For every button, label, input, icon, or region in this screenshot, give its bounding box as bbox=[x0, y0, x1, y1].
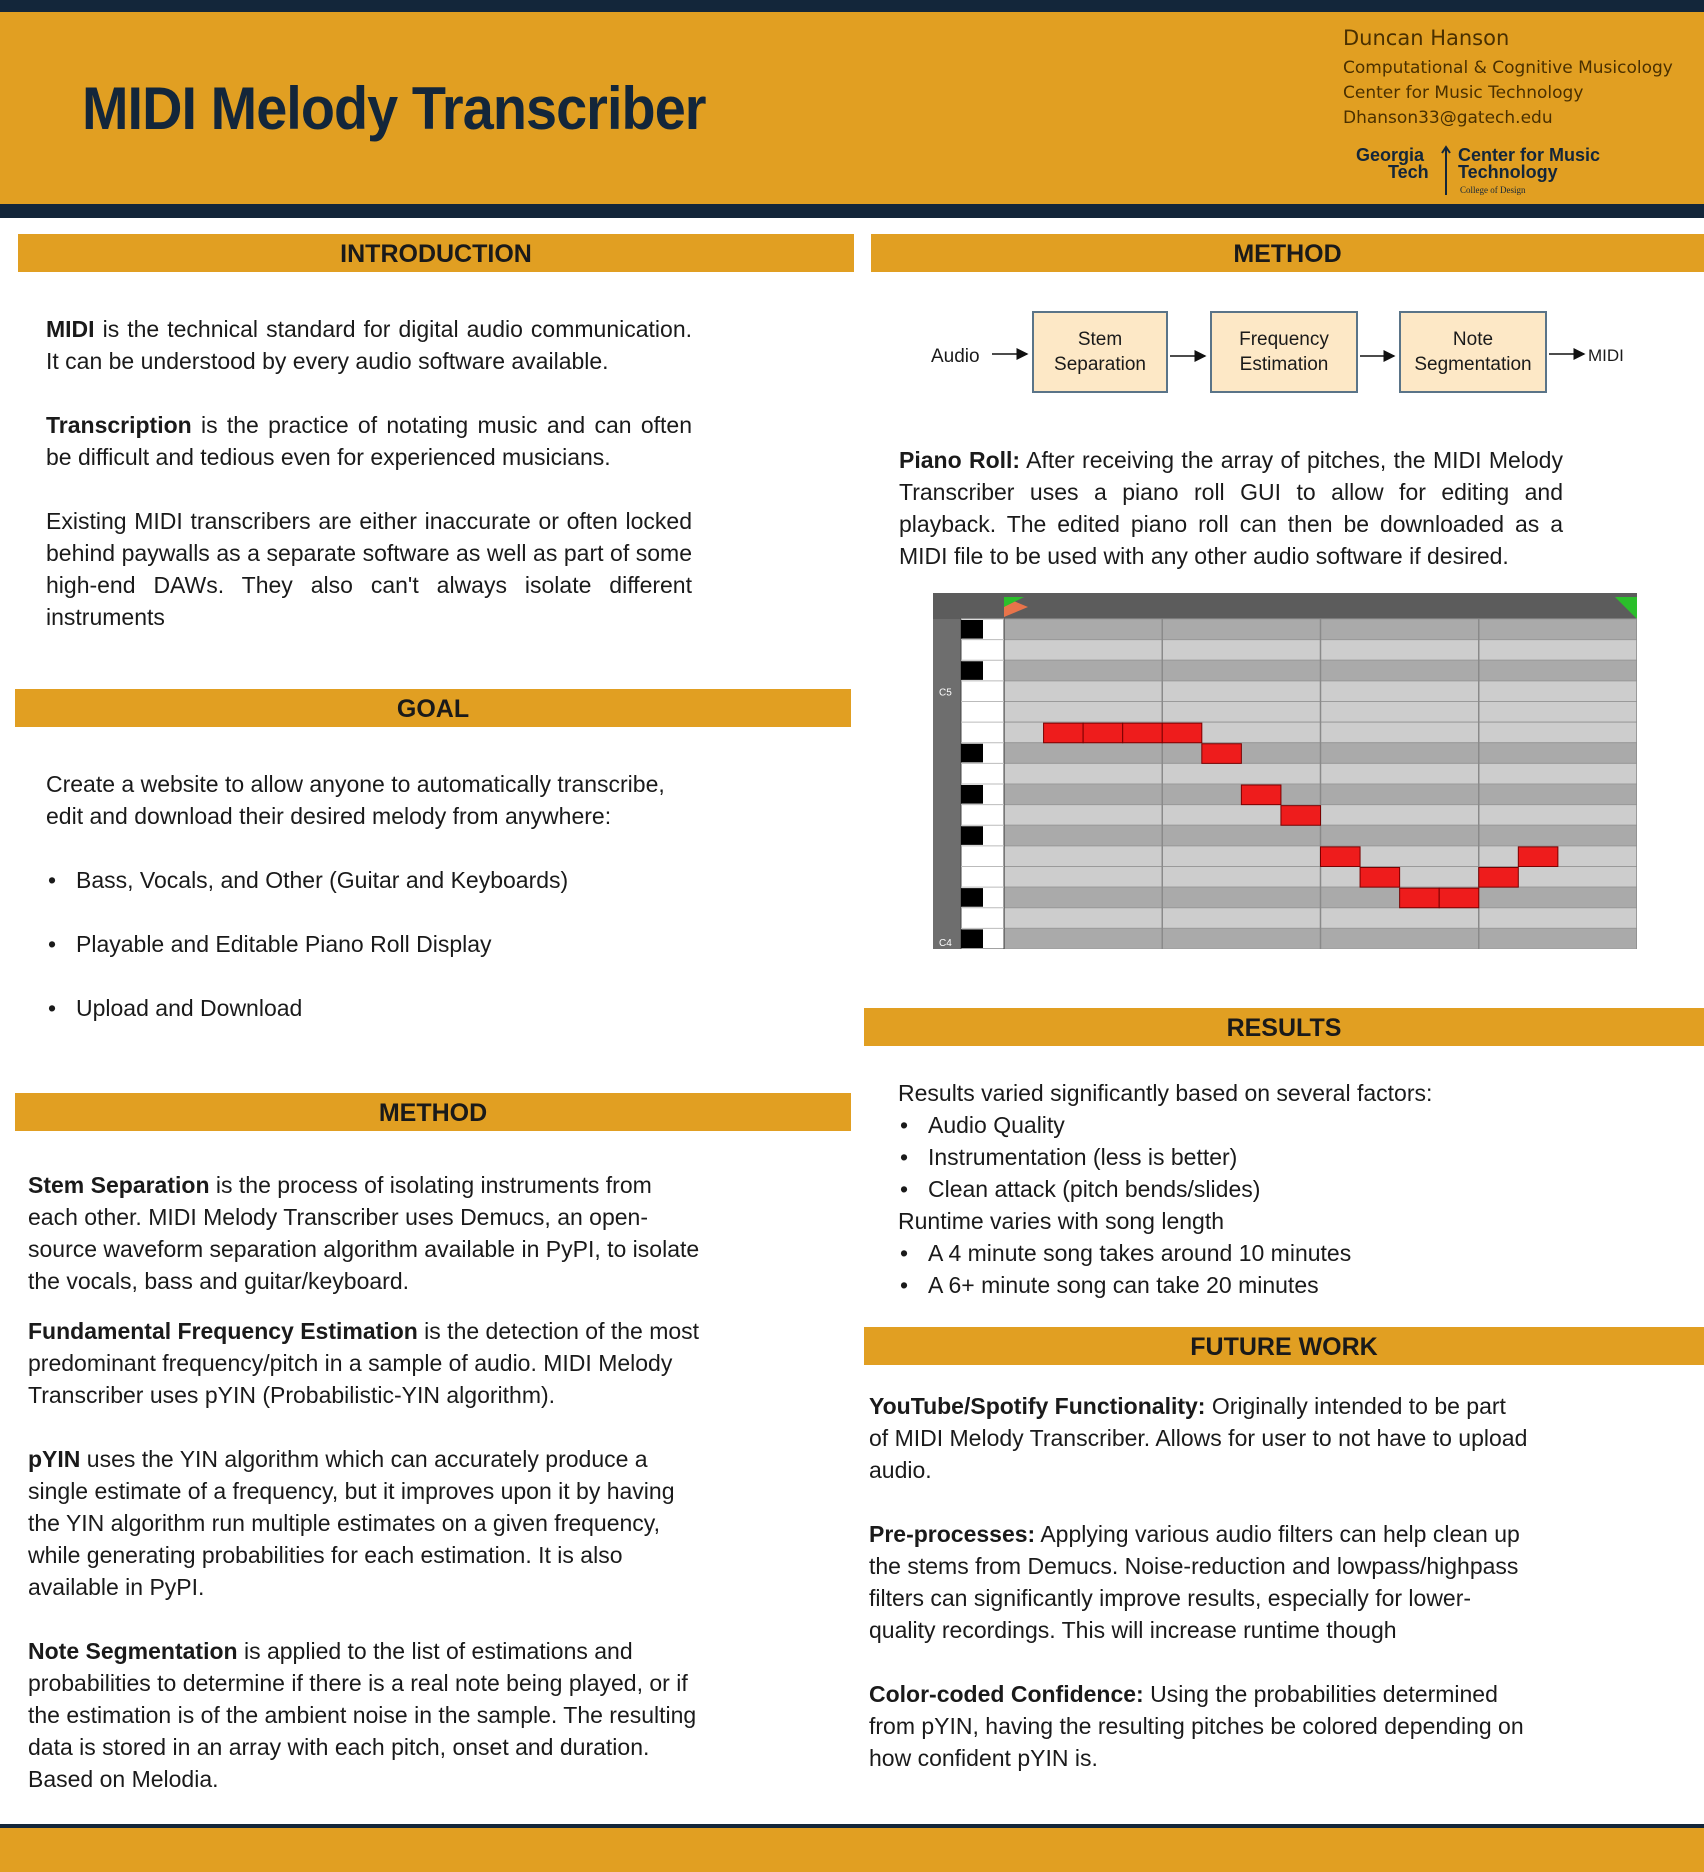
pipeline-diagram bbox=[920, 306, 1640, 406]
goal-line-2: edit and download their desired melody from anywhere: bbox=[46, 803, 612, 829]
results-factor-list bbox=[898, 1109, 1658, 1205]
method-paragraph-frequency: Fundamental Frequency Estimation is the detection of the most predominant frequency/pitch in a sample of audio. MIDI Melody Transcriber uses pYIN (Probabilistic-YIN algorithm). bbox=[28, 1318, 700, 1408]
goal-item: • Playable and Editable Piano Roll Display bbox=[46, 928, 826, 960]
results-runtime-item: • A 6+ minute song can take 20 minutes bbox=[898, 1269, 1658, 1301]
method-right-heading: METHOD bbox=[871, 234, 1704, 272]
method-left-body bbox=[28, 1169, 708, 1795]
pipeline-output-label: MIDI bbox=[1588, 346, 1624, 365]
goal-item: • Bass, Vocals, and Other (Guitar and Keyboards) bbox=[46, 864, 826, 896]
piano-roll-note bbox=[1162, 723, 1202, 743]
results-runtime-list bbox=[898, 1237, 1658, 1301]
piano-roll-description: Piano Roll: After receiving the array of pitches, the MIDI Melody Transcriber uses a piano roll GUI to allow for editing and playback. The edited piano roll can then be downloaded as a MIDI file to be used with any other audio software if desired. bbox=[899, 447, 1563, 569]
future-paragraph-confidence: Color-coded Confidence: Using the probabilities determined from pYIN, having the resulting pitches be colored depending on how confident pYIN is. bbox=[869, 1681, 1524, 1771]
future-paragraph-youtube: YouTube/Spotify Functionality: Originally intended to be part of MIDI Melody Transcriber. Allows for user to not have to upload audio. bbox=[869, 1393, 1528, 1483]
svg-text:College of Design: College of Design bbox=[1460, 185, 1526, 195]
piano-roll-note bbox=[1123, 723, 1163, 743]
results-runtime: Runtime varies with song length bbox=[898, 1208, 1224, 1234]
svg-text:Tech: Tech bbox=[1388, 162, 1429, 182]
goal-heading: GOAL bbox=[15, 689, 851, 727]
future-work-heading: FUTURE WORK bbox=[864, 1327, 1704, 1365]
results-factor: • Instrumentation (less is better) bbox=[898, 1141, 1658, 1173]
piano-roll-note bbox=[1241, 785, 1281, 805]
pipeline-box-stem-separation: Stem Separation bbox=[1032, 311, 1168, 393]
intro-body bbox=[46, 313, 692, 633]
svg-text:Georgia: Georgia bbox=[1356, 145, 1425, 165]
author-program: Computational & Cognitive Musicology bbox=[1343, 58, 1673, 78]
author-block bbox=[1343, 26, 1673, 131]
piano-black-key bbox=[961, 826, 983, 845]
pipeline-box-frequency-estimation: Frequency Estimation bbox=[1210, 311, 1358, 393]
piano-roll-label-c4: C4 bbox=[939, 938, 952, 949]
piano-black-key bbox=[961, 620, 983, 639]
piano-roll-display[interactable] bbox=[933, 593, 1637, 949]
future-paragraph-preprocess: Pre-processes: Applying various audio filters can help clean up the stems from Demucs. Noise-reduction and lowpass/highpass filters can significantly improve results, especially for lower-quality recordings. This will increase runtime though bbox=[869, 1521, 1520, 1643]
piano-roll-note bbox=[1360, 868, 1400, 888]
goal-item: • Upload and Download bbox=[46, 992, 826, 1024]
piano-black-key bbox=[961, 888, 983, 907]
results-intro: Results varied significantly based on several factors: bbox=[898, 1080, 1433, 1106]
piano-roll-note bbox=[1400, 888, 1440, 908]
piano-roll-label-c5: C5 bbox=[939, 687, 952, 699]
piano-roll-note bbox=[1044, 723, 1084, 743]
piano-black-key bbox=[961, 744, 983, 763]
intro-paragraph-3: Existing MIDI transcribers are either inaccurate or often locked behind paywalls as a separate software as well as part of some high-end DAWs. They also can't always isolate different instruments bbox=[46, 508, 692, 630]
goal-line-1: Create a website to allow anyone to automatically transcribe, bbox=[46, 771, 665, 797]
future-work-body bbox=[869, 1390, 1529, 1774]
pipeline-input-label: Audio bbox=[931, 346, 980, 367]
georgia-tech-logo bbox=[1356, 143, 1628, 199]
piano-roll-note bbox=[1439, 888, 1479, 908]
author-name: Duncan Hanson bbox=[1343, 26, 1510, 50]
piano-roll-note bbox=[1281, 806, 1321, 826]
goal-body bbox=[46, 768, 826, 1024]
author-center: Center for Music Technology bbox=[1343, 83, 1584, 103]
poster-footer bbox=[0, 1828, 1704, 1872]
method-paragraph-segmentation: Note Segmentation is applied to the list of estimations and probabilities to determine if there is a real note being played, or if the estimation is of the ambient noise in the sample. The resulting data is stored in an array with each pitch, onset and duration. Based on Melodia. bbox=[28, 1638, 697, 1792]
poster-title: MIDI Melody Transcriber bbox=[82, 75, 706, 142]
piano-black-key bbox=[961, 929, 983, 948]
method-paragraph-stem: Stem Separation is the process of isolating instruments from each other. MIDI Melody Transcriber uses Demucs, an open-source waveform separation algorithm available in PyPI, to isolate the vocals, bass and guitar/keyboard. bbox=[28, 1172, 700, 1294]
intro-paragraph-1: MIDI is the technical standard for digital audio communication. It can be understood by every audio software available. bbox=[46, 316, 692, 374]
intro-paragraph-2: Transcription is the practice of notating music and can often be difficult and tedious even for experienced musicians. bbox=[46, 412, 692, 470]
piano-roll-note bbox=[1083, 723, 1123, 743]
results-heading: RESULTS bbox=[864, 1008, 1704, 1046]
piano-roll-note bbox=[1518, 847, 1558, 867]
results-body bbox=[898, 1077, 1658, 1301]
results-factor: • Clean attack (pitch bends/slides) bbox=[898, 1173, 1658, 1205]
method-left-heading: METHOD bbox=[15, 1093, 851, 1131]
intro-heading: INTRODUCTION bbox=[18, 234, 854, 272]
header-divider bbox=[0, 204, 1704, 218]
piano-roll-note bbox=[1479, 868, 1519, 888]
author-email: Dhanson33@gatech.edu bbox=[1343, 108, 1553, 128]
piano-roll-timeline bbox=[933, 593, 1637, 619]
pipeline-box-note-segmentation: Note Segmentation bbox=[1399, 311, 1547, 393]
piano-black-key bbox=[961, 661, 983, 680]
svg-text:Technology: Technology bbox=[1458, 162, 1558, 182]
goal-list bbox=[46, 864, 826, 1024]
pipeline-arrows bbox=[920, 306, 1640, 406]
results-runtime-item: • A 4 minute song takes around 10 minutes bbox=[898, 1237, 1658, 1269]
piano-roll-note bbox=[1202, 744, 1242, 764]
top-border bbox=[0, 0, 1704, 12]
piano-black-key bbox=[961, 785, 983, 804]
results-factor: • Audio Quality bbox=[898, 1109, 1658, 1141]
piano-roll-note bbox=[1321, 847, 1361, 867]
svg-text:Center for Music: Center for Music bbox=[1458, 145, 1601, 165]
method-paragraph-pyin: pYIN uses the YIN algorithm which can accurately produce a single estimate of a frequency, but it improves upon it by having the YIN algorithm run multiple estimates on a given frequency, while generating probabilities for each estimation. It is also available in PyPI. bbox=[28, 1446, 675, 1600]
